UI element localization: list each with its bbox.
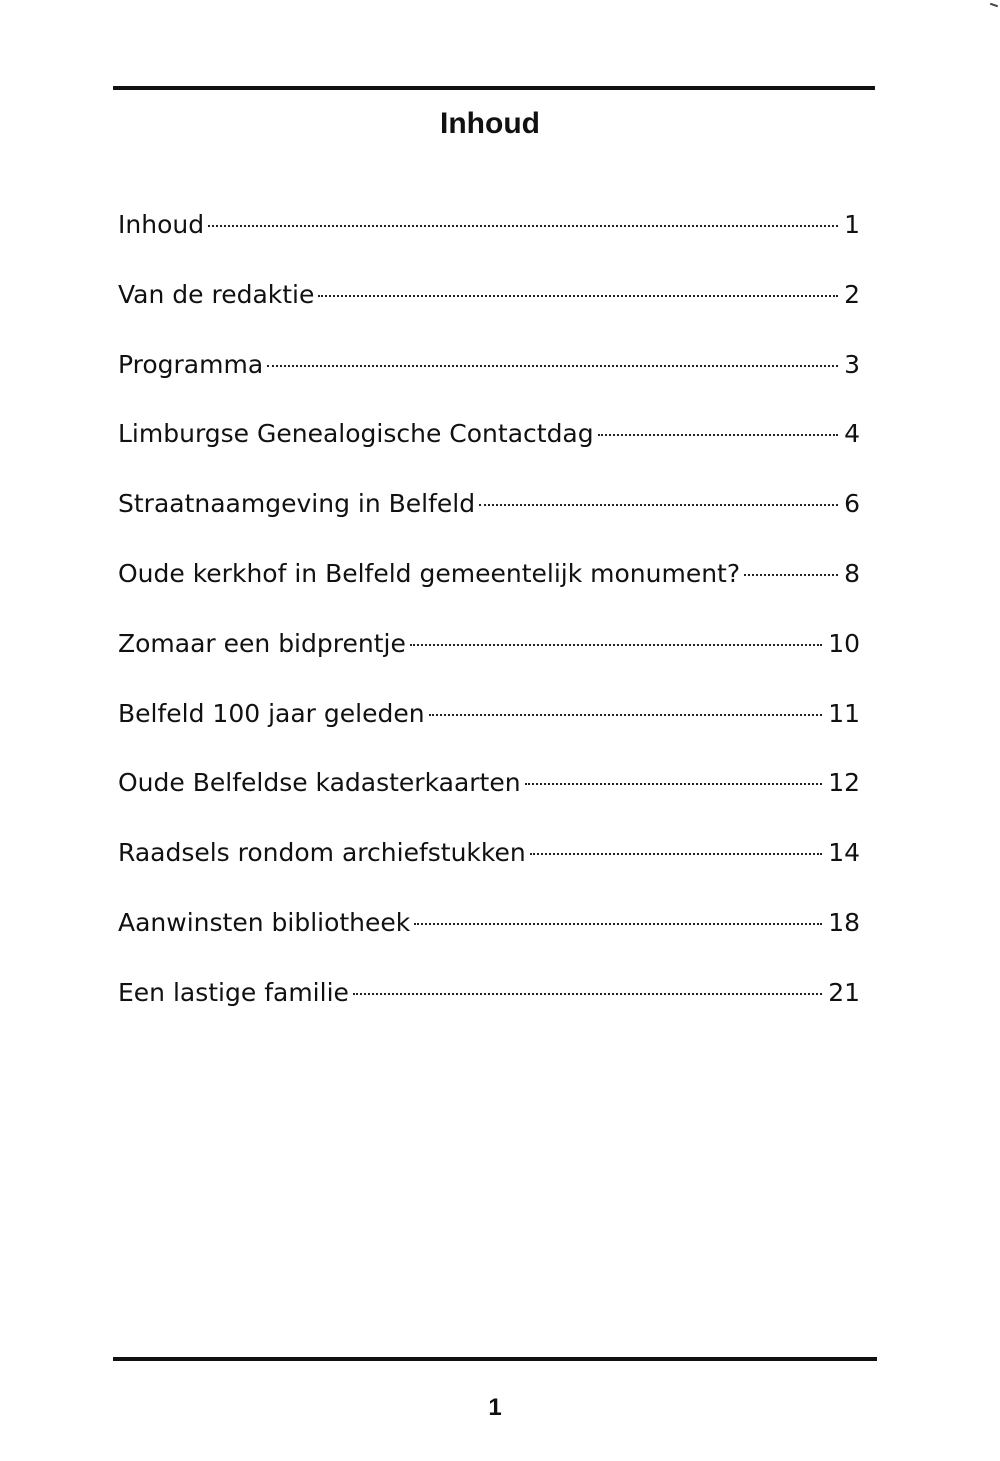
toc-entry [118,345,860,415]
toc-entry [118,484,860,554]
toc-entry-title: Een lastige familie [118,977,349,1007]
toc-entry [118,205,860,275]
table-of-contents [118,205,860,1043]
dot-leader [744,574,838,576]
toc-entry-page: 14 [828,838,860,868]
dot-leader [525,783,823,785]
toc-entry [118,973,860,1043]
toc-entry [118,275,860,345]
toc-entry-page: 4 [844,419,860,449]
toc-entry-title: Oude Belfeldse kadasterkaarten [118,768,521,798]
dot-leader [353,993,822,995]
toc-entry-page: 10 [828,628,860,658]
toc-entry-page: 18 [828,907,860,937]
dot-leader [530,853,822,855]
top-rule [113,86,875,90]
toc-entry-title: Zomaar een bidprentje [118,628,406,658]
dot-leader [318,295,838,297]
toc-entry-title: Belfeld 100 jaar geleden [118,698,425,728]
toc-entry-page: 2 [844,279,860,309]
toc-entry [118,554,860,624]
dot-leader [267,365,838,367]
page-title: Inhoud [440,107,540,140]
dot-leader [429,714,823,716]
toc-entry-page: 8 [844,558,860,588]
dot-leader [410,644,822,646]
toc-entry-page: 6 [844,489,860,519]
dot-leader [479,504,838,506]
toc-entry-page: 3 [844,349,860,379]
dot-leader [414,923,822,925]
toc-entry-title: Limburgse Genealogische Contactdag [118,419,594,449]
toc-entry-page: 21 [828,977,860,1007]
dot-leader [598,434,838,436]
toc-entry-title: Van de redaktie [118,279,315,309]
scan-speck [990,3,998,8]
toc-entry-page: 1 [844,210,860,239]
toc-entry [118,694,860,764]
dot-leader [208,225,838,227]
toc-entry-title: Programma [118,349,264,379]
bottom-rule [113,1357,877,1361]
toc-entry-title: Raadsels rondom archiefstukken [118,838,526,868]
toc-entry-title: Straatnaamgeving in Belfeld [118,489,476,519]
toc-entry-title: Aanwinsten bibliotheek [118,907,411,937]
toc-entry-title: Inhoud [118,210,205,239]
toc-entry [118,763,860,833]
toc-entry [118,833,860,903]
toc-entry-page: 12 [828,768,860,798]
toc-entry [118,903,860,973]
toc-entry [118,414,860,484]
toc-entry-title: Oude kerkhof in Belfeld gemeentelijk monument? [118,558,741,588]
toc-entry [118,624,860,694]
toc-entry-page: 11 [828,698,860,728]
page-number: 1 [488,1394,502,1421]
